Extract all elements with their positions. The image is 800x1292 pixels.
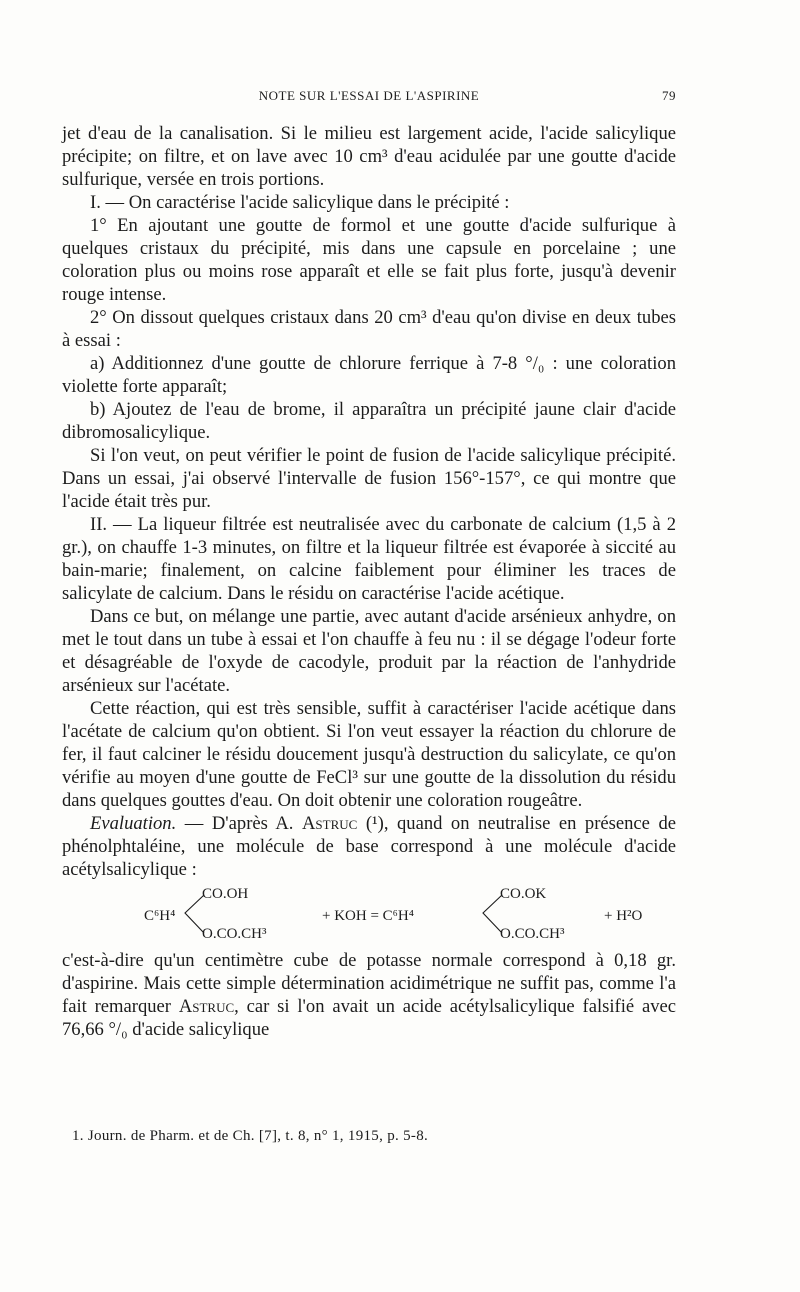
paragraph-test-2a: a) Additionnez d'une goutte de chlorure ferrique à 7-8 °/₀ : une coloration violette forte apparaît; <box>62 353 676 397</box>
paragraph-test-2: 2° On dissout quelques cristaux dans 20 cm³ d'eau qu'on divise en deux tubes à essai : <box>62 307 676 351</box>
evaluation-text-b: , quand on neutralise en présence de phénolphtaléine, une molécule de base correspond à une molécule d'acide acétylsalicylique : <box>62 813 677 880</box>
formula-left-top: CO.OH <box>202 886 249 902</box>
paragraph-melting-point: Si l'on veut, on peut vérifier le point de fusion de l'acide salicylique précipité. Dans un essai, j'ai observé l'intervalle de fusion 156°-157°, ce qui montre que l'acide était très pur. <box>62 445 676 512</box>
evaluation-label: Evaluation. <box>90 813 177 834</box>
paragraph-continuation: jet d'eau de la canalisation. Si le milieu est largement acide, l'acide salicylique précipite; on filtre, et on lave avec 10 cm³ d'eau acidulée par une goutte d'acide sulfurique, versée en trois portions. <box>62 123 676 190</box>
book-page <box>62 0 676 1292</box>
paragraph-test-2b: b) Ajoutez de l'eau de brome, il apparaîtra un précipité jaune clair d'acide dibromosalicylique. <box>62 399 676 443</box>
page-number: 79 <box>662 88 676 103</box>
author-name: Astruc <box>301 813 358 834</box>
formula-right-top: CO.OK <box>500 886 547 902</box>
footnote-ref: (¹) <box>365 813 384 834</box>
paragraph-arsenic-test: Dans ce but, on mélange une partie, avec autant d'acide arsénieux anhydre, on met le tout dans un tube à essai et l'on chauffe à feu nu : il se dégage l'odeur forte et désagréable de l'oxyde de cacodyle, produit par la réaction de l'anhydride arsénieux sur l'acétate. <box>62 606 676 696</box>
running-title: NOTE SUR L'ESSAI DE L'ASPIRINE <box>258 88 480 103</box>
paragraph-evaluation <box>62 812 676 881</box>
running-header <box>62 88 676 110</box>
formula-right-bottom: O.CO.CH³ <box>500 926 565 942</box>
paragraph-sensitivity: Cette réaction, qui est très sensible, suffit à caractériser l'acide acétique dans l'acétate de calcium qu'on obtient. Si l'on veut essayer la réaction du chlorure de fer, il faut calciner le résidu doucement jusqu'à destruction du salicylate, ce qu'on vérifie au moyen d'une goutte de FeCl³ sur une goutte de la dissolution du résidu dans quelques gouttes d'eau. On doit obtenir une coloration rougeâtre. <box>62 698 676 811</box>
after-formula-text-a: c'est-à-dire qu'un centimètre cube de potasse normale correspond à 0,18 gr. d'aspirine. Mais cette simple détermination acidimétrique ne suffit pas, comme l'a fait remarquer <box>62 950 676 1017</box>
formula-left-bottom: O.CO.CH³ <box>202 926 267 942</box>
paragraph-test-1: 1° En ajoutant une goutte de formol et une goutte d'acide sulfurique à quelques cristaux du précipité, mis dans une capsule en porcelaine ; une coloration plus ou moins rose apparaît et elle se fait plus forte, jusqu'à devenir rouge intense. <box>62 215 676 305</box>
page-body <box>62 122 676 1041</box>
formula-plus-water: + H²O <box>604 908 643 924</box>
paragraph-section-2: II. — La liqueur filtrée est neutralisée avec du carbonate de calcium (1,5 à 2 gr.), on chauffe 1-3 minutes, on filtre et la liqueur filtrée est évaporée à siccité au bain-marie; finalement, on calcine faiblement pour éliminer les traces de salicylate de calcium. Dans le résidu on caractérise l'acide acétique. <box>62 514 676 604</box>
paragraph-after-formula <box>62 949 676 1041</box>
evaluation-text-a: — D'après A. <box>176 813 302 834</box>
formula-left-base: C⁶H⁴ <box>144 908 176 924</box>
after-formula-text-b: , car si l'on avait un acide acétylsalicylique falsifié avec 76,66 °/₀ d'acide salicylique <box>62 996 677 1040</box>
author-name-2: Astruc <box>178 996 235 1017</box>
formula-plus-koh: + KOH = C⁶H⁴ <box>322 908 414 924</box>
paragraph-section-1: I. — On caractérise l'acide salicylique dans le précipité : <box>90 192 510 213</box>
chemical-equation <box>62 883 676 947</box>
footnote: 1. Journ. de Pharm. et de Ch. [7], t. 8, n° 1, 1915, p. 5-8. <box>72 1128 429 1144</box>
